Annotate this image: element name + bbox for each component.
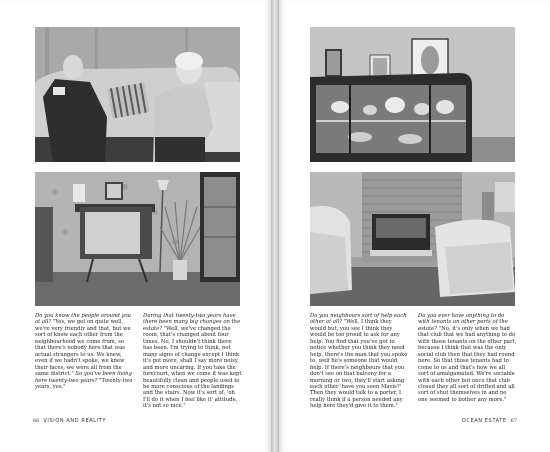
page-number: 67 <box>510 418 517 424</box>
photo-living-room-television <box>35 172 240 306</box>
photo-display-cabinet <box>310 27 515 162</box>
left-column-1 <box>35 313 134 390</box>
left-column-2 <box>143 313 242 410</box>
left-page <box>0 0 271 452</box>
interviewee-answer: "Yes, we get on quite well, we're very friendly and that, but we sort of know each other from the neighbourhood we come from, so that there's nobody here that was actual strangers to us. We knew, even if we hadn't spoke, we knew their faces, we were all from the same district." <box>35 319 131 378</box>
page-number: 66 <box>33 418 40 424</box>
interview-paragraph <box>35 313 134 390</box>
right-column-2 <box>418 313 517 403</box>
interviewee-answer: "Well, I think they would but, you see I think they would be too proud to ask for any help. You find that you've got to notice whether you think they need help, there's the man that you spoke to, well he's someone that would help. If there's neighbours that you don't see on that balcony for a morning or two, they'll start asking each other 'have you seen Mavis?' Then they would talk to a porter, I really think if a person needed any help here they'd give it to them." <box>310 319 408 410</box>
running-head: OCEAN ESTATE <box>461 418 507 424</box>
interview-paragraph <box>310 313 409 410</box>
interviewer-question: Do you know the people around you at all? <box>35 313 131 326</box>
interviewee-answer: "Twenty-two years, yes." <box>35 377 133 390</box>
photo-couple-on-sofa <box>35 27 240 162</box>
book-gutter <box>271 0 279 452</box>
running-head: VISION AND REALITY <box>43 418 107 424</box>
photo-fireplace-armchairs <box>310 172 515 306</box>
left-folio <box>33 418 106 424</box>
interview-paragraph <box>143 313 242 410</box>
interviewee-answer: "Well, we've changed the room, that's changed about four times. No, I shouldn't think there has been. I'm trying to think, not many signs of change except I think it's got more, shall I say more noisy, and more uncaring. If you take the forecourt, when we come it was kept beautifully clean and people used to be more conscious of the landings and the stairs. Now it's sort of, 'oh I'll do it when I feel like it' attitude, it's not so nice." <box>143 325 242 410</box>
interviewee-answer: "No, it's only when we had that club that we had anything to do with those tenants on the other part, because I think that was the only social club then that they had round here. So that those tenants had to come to us and that's how we all sort of amalgamated. We're sociable with each other but once that club closed they all sort of drifted and all sort of shut themselves in and no one seemed to bother any more." <box>418 325 517 403</box>
interviewer-question: So you've been living here twenty-two years? <box>35 371 132 384</box>
right-folio <box>462 418 517 424</box>
interview-paragraph <box>418 313 517 403</box>
right-column-1 <box>310 313 409 410</box>
right-page <box>279 0 550 452</box>
interviewer-question: Do you ever have anything to do with tenants on other parts of the estate? <box>418 313 508 332</box>
interviewer-question: During that twenty-two years have there been many big changes on the estate? <box>143 313 241 332</box>
interviewer-question: Do you neighbours sort of help each other at all? <box>310 313 407 326</box>
